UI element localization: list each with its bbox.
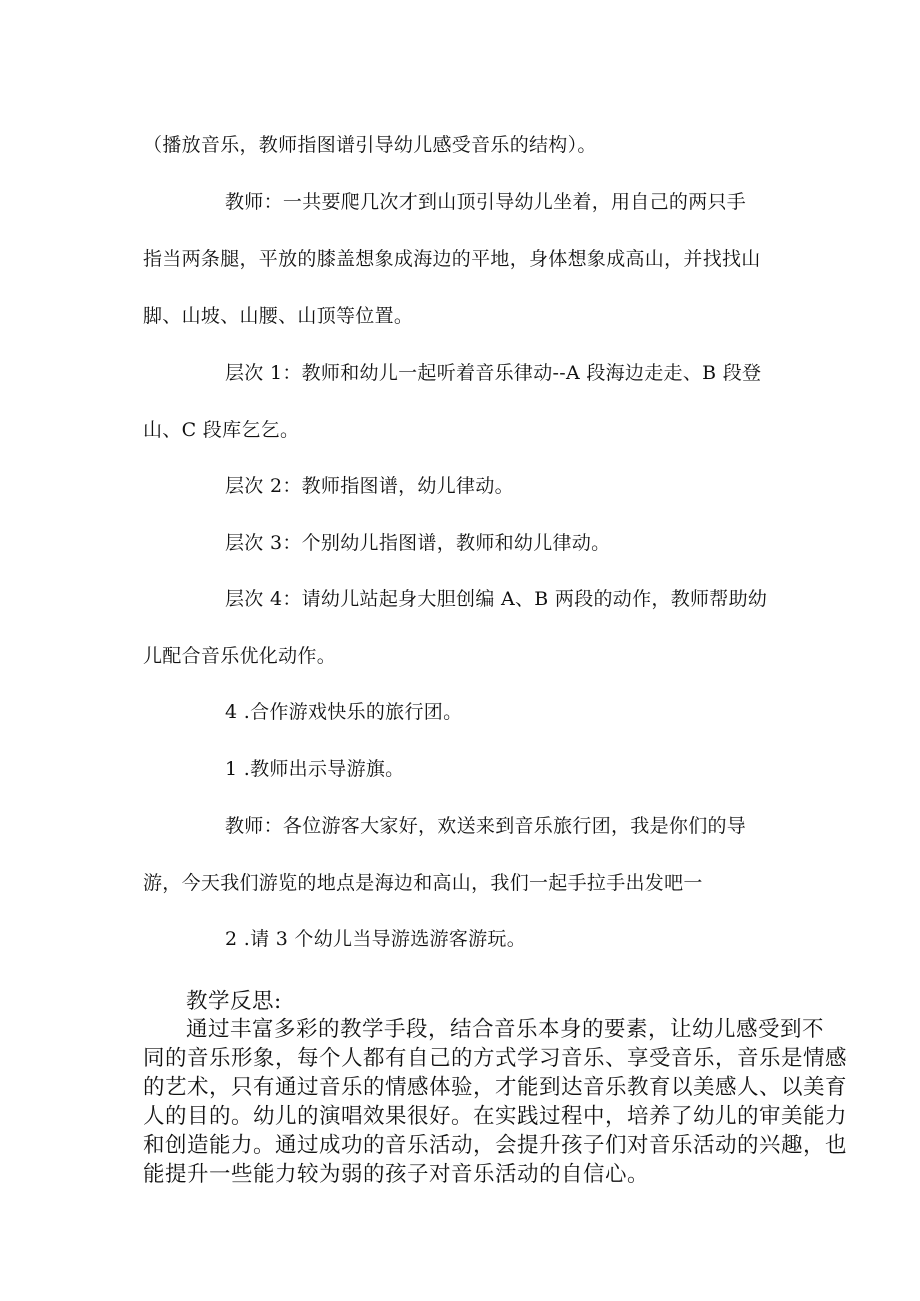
paragraph-line: 层次 4：请幼儿站起身大胆创编 A、B 两段的动作，教师帮助幼 <box>225 588 768 610</box>
reflection-line: 和创造能力。通过成功的音乐活动，会提升孩子们对音乐活动的兴趣，也 <box>143 1133 848 1158</box>
paragraph-line: 游，今天我们游览的地点是海边和高山，我们一起手拉手出发吧一 <box>143 872 703 894</box>
reflection-line: 能提升一些能力较为弱的孩子对音乐活动的自信心。 <box>143 1162 650 1187</box>
reflection-line: 人的目的。幼儿的演唱效果很好。在实践过程中，培养了幼儿的审美能力 <box>143 1104 848 1129</box>
paragraph-line: 教师：一共要爬几次才到山顶引导幼儿坐着，用自己的两只手 <box>225 191 747 213</box>
paragraph-line: 教师：各位游客大家好，欢送来到音乐旅行团，我是你们的导 <box>225 815 747 837</box>
paragraph-line: 指当两条腿，平放的膝盖想象成海边的平地，身体想象成高山，并找找山 <box>143 248 761 270</box>
paragraph-line: 层次 1：教师和幼儿一起听着音乐律动--A 段海边走走、B 段登 <box>225 362 762 384</box>
list-item: 4 .合作游戏快乐的旅行团。 <box>225 701 463 723</box>
paragraph-line: 脚、山坡、山腰、山顶等位置。 <box>143 305 414 327</box>
list-item: 2 .请 3 个幼儿当导游选游客游玩。 <box>225 928 527 950</box>
paragraph-line: 层次 2：教师指图谱，幼儿律动。 <box>225 475 514 497</box>
paragraph-line: 层次 3：个别幼儿指图谱，教师和幼儿律动。 <box>225 532 611 554</box>
section-heading: 教学反思: <box>186 989 282 1014</box>
reflection-line: 同的音乐形象，每个人都有自己的方式学习音乐、享受音乐，音乐是情感 <box>143 1046 848 1071</box>
paragraph-line: （播放音乐，教师指图谱引导幼儿感受音乐的结构）。 <box>143 134 597 156</box>
reflection-line: 的艺术，只有通过音乐的情感体验，才能到达音乐教育以美感人、以美育 <box>143 1075 848 1100</box>
paragraph-line: 山、C 段库乞乞。 <box>143 419 300 441</box>
list-item: 1 .教师出示导游旗。 <box>225 758 405 780</box>
reflection-line: 通过丰富多彩的教学手段，结合音乐本身的要素，让幼儿感受到不 <box>186 1017 825 1042</box>
paragraph-line: 儿配合音乐优化动作。 <box>143 645 337 667</box>
